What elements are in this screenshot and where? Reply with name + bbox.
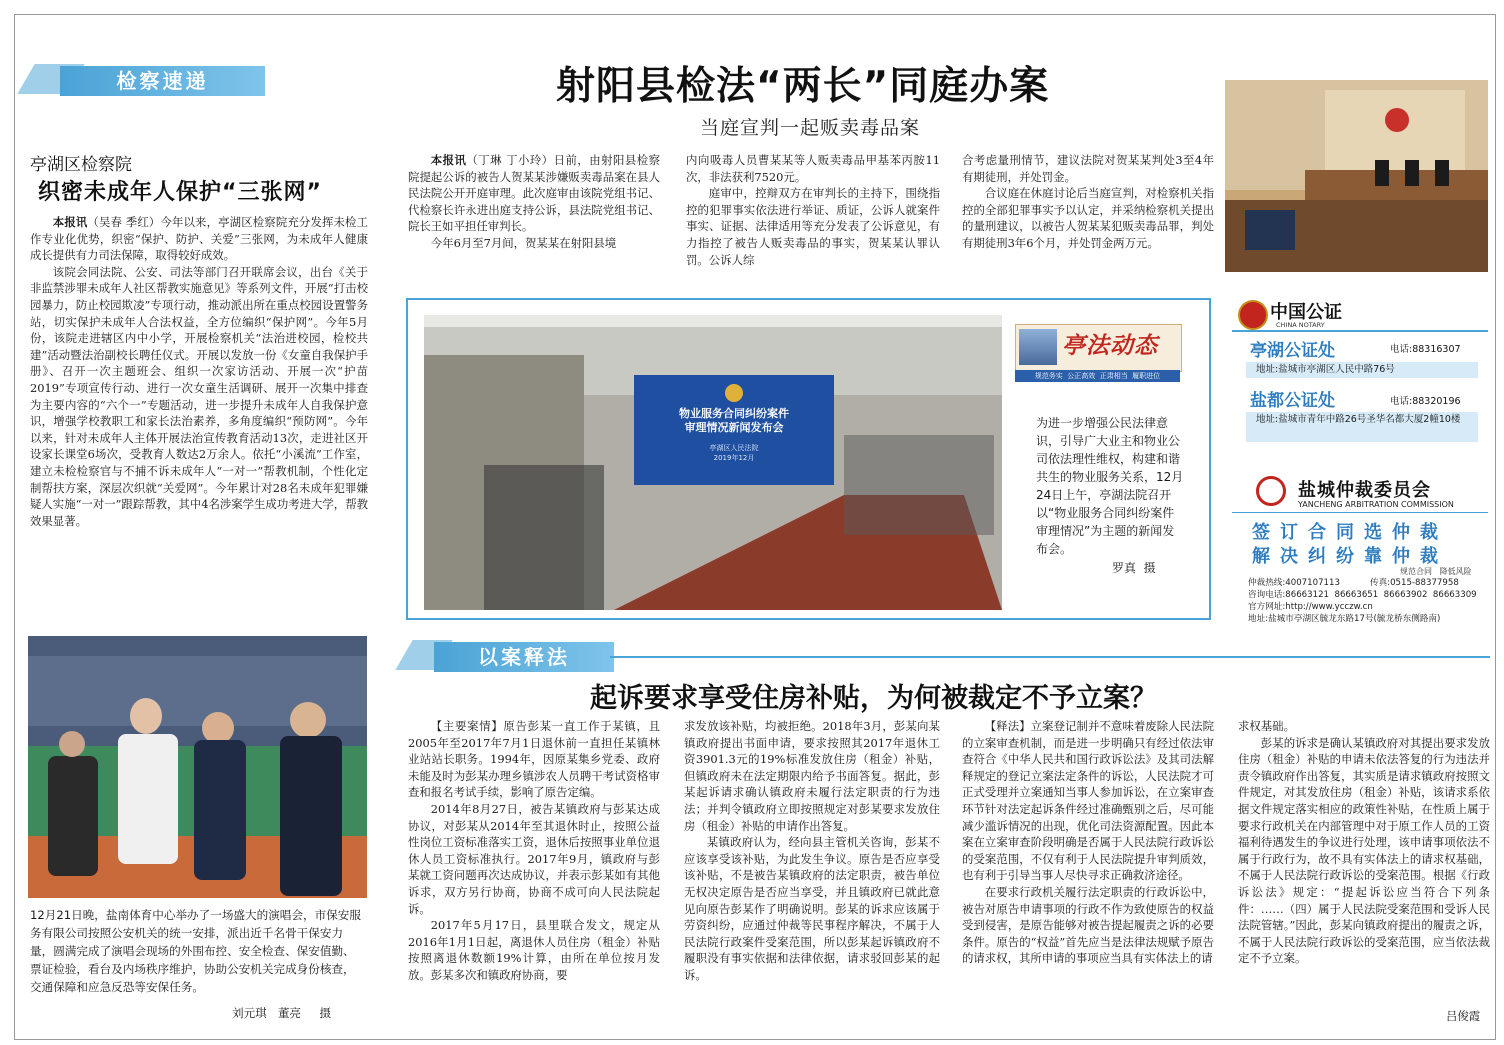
notary-logo-en: CHINA NOTARY	[1276, 321, 1325, 329]
paragraph: 该院会同法院、公安、司法等部门召开联席会议，出台《关于非监禁涉罪未成年人社区帮教实施意见》等系列文件，开展“打击校园暴力，防止校园欺凌”专项行动，推动派出所在重点校园设置警务站，切实保护未成年人合法权益，全方位编织“保护网”。今年5月份，该院走进辖区内中小学，开展检察机关“法治进校园，检校共建”活动暨法治副校长聘任仪式。开展以发放一份《女童自我保护手册》、召开一次主题班会、组织一次家访活动、开展一次“护苗2019”专项宣传行动、进行一次女童生活调研、展开一次集中排查为主要内容的“六个一”专题活动，进一步提升未成年人自我保护意识，增强学校教职工和家长法治素养，多角度编织“预防网”。今年以来，针对未成年人主体开展法治宣传教育活动13次，走进社区开设家长课堂6场次，受教育人数达2万余人。依托“小溪流”工作室，建立未检检察官与不捕不诉未成年人“一对一”帮教机制，个性化定制帮扶方案，深层次织就“关爱网”。今年累计对28名未成年犯罪嫌疑人实施“一对一”跟踪帮教，其中4名涉案学生成功考进大学，帮教效果显著。	[30, 264, 368, 528]
paragraph: 庭审中，控辩双方在审判长的主持下，围绕指控的犯罪事实依法进行举证、质证，公诉人就案件事实、证据、法律适用等充分发表了公诉意见，有力指控了被告人贩卖毒品的事实，贺某某认罪认罚。公诉人综	[686, 186, 940, 267]
case-col2	[684, 718, 940, 1028]
building-icon	[1019, 329, 1057, 365]
headline-case: 起诉要求享受住房补贴，为何被裁定不予立案？	[590, 683, 1157, 714]
headline-juvenile: 织密未成年人保护“三张网”	[38, 180, 322, 205]
arbitration-line1: 仲裁热线:4007107113 传真:0515-88377958	[1248, 578, 1459, 588]
byline-label: 本报讯	[430, 153, 467, 167]
section-tag-case: 以案释法	[434, 642, 614, 672]
court-dynamics-credit: 罗真 摄	[1112, 561, 1156, 575]
paragraph: 合议庭在休庭讨论后当庭宣判，对检察机关指控的全部犯罪事实予以认定，并采纳检察机关提出的量刑建议，以被告人贺某某犯贩卖毒品罪，判处有期徒刑3年6个月，并处罚金两万元。	[962, 186, 1214, 250]
notary-office-phone: 电话:88316307	[1390, 344, 1461, 355]
arbitration-divider	[1232, 512, 1488, 513]
section-tag-procuratorate: 检察速递	[60, 66, 265, 96]
paragraph: 求发放该补贴，均被拒绝。2018年3月，彭某向某镇政府提出书面申请，要求按照其2017年退休工资3901.3元的19%标准发放住房（租金）补贴，但镇政府未在法定期限内给予书面答复。据此，彭某起诉请求确认镇政府未履行法定职责的行为违法；并判令镇政府立即按照规定对彭某要求发放住房（租金）补贴的申请作出答复。	[684, 719, 940, 833]
paragraph: 今年6月至7月间，贺某某在射阳县境	[430, 235, 617, 250]
arbitration-ad	[1232, 470, 1488, 630]
arbitration-line4: 地址:盐城市亭湖区毓龙东路17号(毓龙桥东侧路南)	[1248, 614, 1441, 624]
paragraph: 2014年8月27日，被告某镇政府与彭某达成协议，对彭某从2014年至其退休时止，按照公益性岗位工资标准落实工资，退休后按照事业单位退休人员工资标准执行。2017年9月，镇政府与彭某就工资问题再次达成协议，并表示彭某如有其他诉求，双方另行协商，协商不成可向人民法院起诉。	[408, 801, 660, 916]
arbitration-slogan2: 解决纠纷靠仲裁	[1252, 546, 1448, 567]
notary-logo-text: 中国公证	[1270, 302, 1342, 323]
notary-office-address: 地址:盐城市青年中路26号圣华名都大厦2幢10楼	[1246, 412, 1478, 442]
paragraph: 内向吸毒人员曹某某等人贩卖毒品甲基苯丙胺11次，非法获利7520元。	[686, 153, 940, 184]
top-story-col2	[686, 152, 940, 276]
screen-line4: 2019年12月	[713, 454, 755, 462]
paragraph: 日前，由射阳县检察院提起公诉的被告人贺某某涉嫌贩卖毒品案在县人民法院公开开庭审理。此次庭审由该院党组书记、代检察长许永进出庭支持公诉，县法院党组书记、院长王如平担任审判长。	[408, 153, 660, 234]
case-col4	[1238, 718, 1490, 996]
case-author: 吕俊霞	[1446, 1009, 1481, 1023]
photo-courtroom-illustration	[1225, 80, 1488, 272]
case-col3	[962, 718, 1214, 1028]
notary-ad	[1232, 296, 1488, 456]
paragraph: 【释法】立案登记制并不意味着废除人民法院的立案审查机制，而是进一步明确只有经过依法审查符合《中华人民共和国行政诉讼法》及其司法解释规定的登记立案法定条件的诉讼，人民法院才可正式受理并立案通知当事人参加诉讼，在立案审查环节针对法定起诉条件经过准确甄别之后，尽可能减少滥诉情况的出现，优化司法资源配置。因此本案在立案审查阶段明确是否属于人民法院行政诉讼的受案范围，不仅有利于人民法院提升审判质效，也有利于引导当事人尽快寻求正确救济途径。	[962, 719, 1214, 883]
arbitration-slogan1: 签订合同选仲裁	[1252, 522, 1448, 543]
byline-label: 本报讯	[52, 215, 88, 229]
paragraph: 某镇政府认为，经向县主管机关咨询，彭某不应该享受该补贴，为此发生争议。原告是否应享受该补贴，不是被告某镇政府的法定职责，被告单位无权决定原告是否应当享受，并且镇政府已就此意见向原告彭某作了明确说明。彭某的诉求应该属于劳资纠纷，应通过仲裁等民事程序解决，不属于人民法院行政案件受案范围，所以彭某起诉镇政府不履职没有事实依据和法律依据，请求驳回彭某的起诉。	[684, 835, 940, 982]
article-juvenile	[30, 214, 368, 606]
notary-office-address: 地址:盐城市亭湖区人民中路76号	[1246, 362, 1478, 378]
top-story-col3	[962, 152, 1214, 276]
top-story-col1	[408, 152, 660, 276]
kicker: 亭湖区检察院	[30, 155, 132, 175]
notary-office-name: 亭湖公证处	[1250, 341, 1335, 361]
byline-names: （丁琳 丁小玲）	[466, 153, 554, 167]
notary-office-phone: 电话:88320196	[1390, 396, 1461, 407]
logo-tagline: 规范务实 公正高效 正肃相当 履职进位	[1015, 370, 1180, 382]
screen-line3: 亭湖区人民法院	[709, 444, 759, 452]
case-col1	[408, 718, 660, 1028]
case-section-rule	[610, 656, 1490, 658]
notary-divider	[1232, 330, 1488, 332]
arbitration-name-en: YANCHENG ARBITRATION COMMISSION	[1298, 500, 1454, 509]
arbitration-emblem-icon	[1256, 476, 1286, 506]
arbitration-line3: 官方网址:http://www.ycczw.cn	[1248, 602, 1373, 612]
paragraph: 【主要案情】原告彭某一直工作于某镇，且2005年至2017年7月1日退休前一直担任某镇林业站站长职务。1994年，因原某集乡党委、政府未能及时为彭某办理乡镇涉农人员聘干考试资格审查和报名考试手续，影响了原告定编。	[408, 719, 660, 800]
screen-line2: 审理情况新闻发布会	[684, 421, 784, 434]
court-dynamics-logo	[1015, 324, 1182, 372]
paragraph: 彭某的诉求是确认某镇政府对其提出要求发放住房（租金）补贴的申请未依法答复的行为违法并责令镇政府作出答复，其实质是请求镇政府按照文件规定，对其发放住房（租金）补贴，该请求系依据文件规定落实相应的政策性补贴，在性质上属于要求行政机关在内部管理中对于原工作人员的工资福利待遇发生的争议进行处理，该申请事项依法不属于行政行为，故不具有实体法上的请求权基础，不属于人民法院行政诉讼的受案范围。根据《行政诉讼法》规定：“提起诉讼应当符合下列条件：……（四）属于人民法院受案范围和受诉人民法院管辖。”因此，彭某向镇政府提出的履责之诉，不属于人民法院行政诉讼的受案范围，应当依法裁定不予立案。	[1238, 735, 1490, 966]
screen-line1: 物业服务合同纠纷案件	[679, 407, 789, 420]
notary-emblem-icon	[1238, 300, 1268, 330]
paragraph: 求权基础。	[1238, 719, 1295, 733]
arbitration-line2: 咨询电话:86663121 86663651 86663902 86663309	[1248, 590, 1477, 600]
photo-security-guards	[28, 636, 367, 898]
notary-office-name: 盐都公证处	[1250, 391, 1335, 411]
photo-courtroom	[1225, 80, 1488, 272]
paragraph: 合考虑量刑情节，建议法院对贺某某判处3至4年有期徒刑，并处罚金。	[962, 153, 1214, 184]
photo-caption-security: 12月21日晚，盐南体育中心举办了一场盛大的演唱会，市保安服务有限公司按照公安机关的统一安排，派出近千名骨干保安力量，圆满完成了演唱会现场的外围布控、安全检查、保安值勤、票证检验，看台及内场秩序维护，协助公安机关完成身份核查，交通保障和应急反恐等安保任务。	[30, 908, 361, 994]
arbitration-name: 盐城仲裁委员会	[1298, 480, 1431, 501]
subhead-top-story: 当庭宣判一起贩卖毒品案	[700, 117, 921, 139]
court-dynamics-text: 为进一步增强公民法律意识，引导广大业主和物业公司依法理性维权，构建和谐共生的物业服务关系，12月24日上午，亭湖法院召开以“物业服务合同纠纷案件审理情况”为主题的新闻发布会。	[1036, 416, 1184, 556]
photo-press-conference	[424, 315, 1002, 610]
photo-credit-security: 刘元琪 董亮 摄	[232, 1006, 332, 1020]
arbitration-small: 规范合同 降低风险	[1400, 567, 1472, 576]
paragraph: 在要求行政机关履行法定职责的行政诉讼中，被告对原告申请事项的行政不作为致使原告的权益受到侵害，是原告能够对被告提起履责之诉的必要条件。原告的“权益”首先应当是法律法规赋予原告的请求权，其所申请的事项应当具有实体法上的请	[962, 884, 1214, 966]
photo-security-illustration	[28, 636, 367, 898]
byline-names: （吴春 季红）	[87, 215, 161, 229]
headline-top-story: 射阳县检法“两长”同庭办案	[556, 64, 1050, 109]
logo-title: 亭法动态	[1062, 333, 1158, 359]
paragraph: 2017年5月17日，县里联合发文，规定从2016年1月1日起，离退休人员住房（租金）补贴按照离退休数额19%计算，由所在单位按月发放。彭某多次和镇政府协商，要	[408, 918, 660, 982]
paragraph: 今年以来，亭湖区检察院充分发挥未检工作专业化优势，织密“保护、防护、关爱”三张网，为未成年人健康成长提供有力司法保障，取得较好成效。	[30, 215, 368, 263]
